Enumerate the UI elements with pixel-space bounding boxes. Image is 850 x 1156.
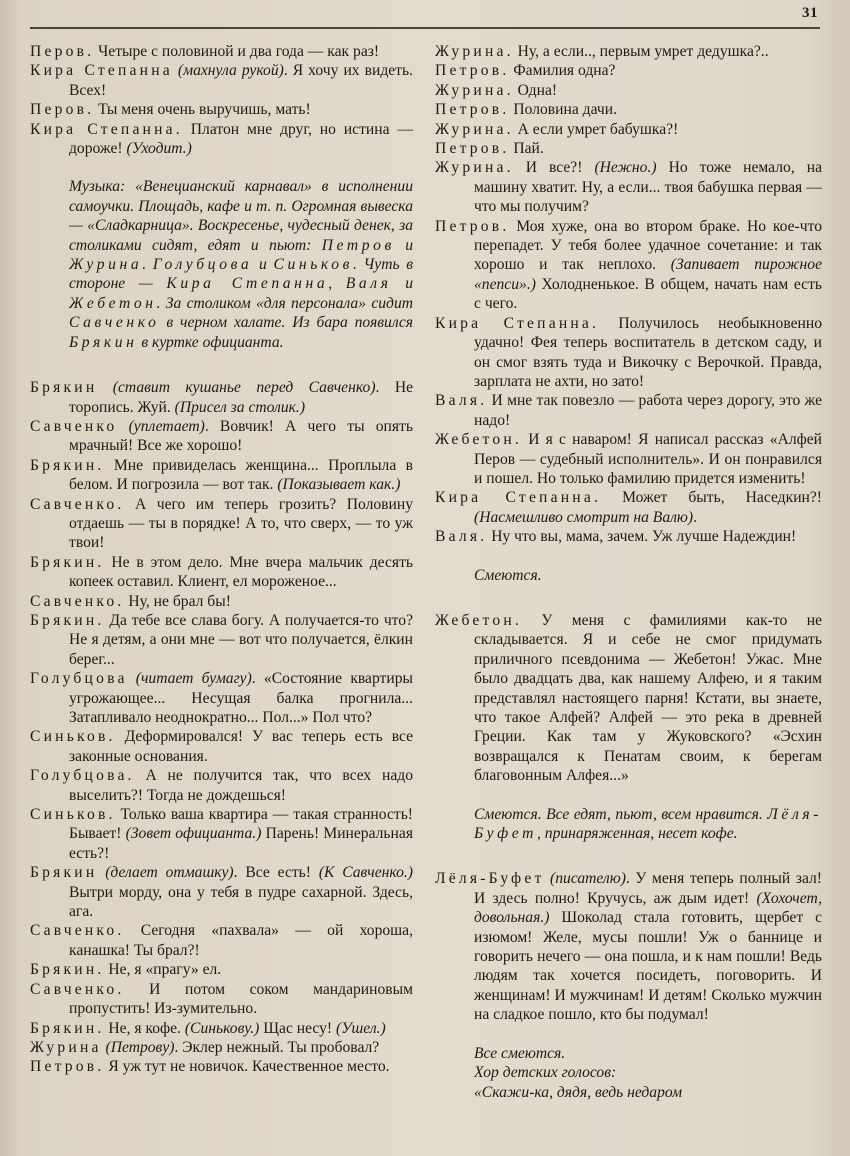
spacer [30, 158, 413, 177]
speaker-name: Петров. [435, 217, 510, 235]
speaker-name: Валя. [435, 528, 488, 546]
speaker-name: Савченко. [30, 922, 125, 940]
line-text: Мне привиделась женщина... Проплыла в белом. И погрозила — вот так. [69, 456, 413, 494]
page-header [30, 0, 820, 29]
dialogue-line [30, 42, 413, 61]
dialogue-line [30, 120, 413, 159]
line-text: Холодненькое. В общем, начать нам есть с чего. [474, 275, 822, 313]
speaker-name: Журина. [435, 81, 514, 99]
speaker-name: Журина. [435, 43, 514, 60]
speaker-name: Брякин. [30, 1019, 105, 1037]
stage-text: в черном халате. Из бара появился [159, 314, 413, 332]
line-text: Не, я «прагу» ел. [104, 961, 222, 979]
line-text: Четыре с половиной и два года — как раз! [94, 43, 380, 60]
dialogue-line [30, 1038, 413, 1057]
stage-text: Все смеются. [474, 1044, 566, 1062]
stage-direction-inline: (Петрову) [101, 1038, 175, 1056]
stage-direction-inline: (Уходит.) [126, 140, 192, 158]
stage-text: . За столиком «для персонала» сидит [156, 294, 413, 312]
stage-direction-inline: (ставит кушанье перед Савченко) [97, 379, 376, 397]
stage-text: Смеются. Все едят, пьют, всем нравится. [474, 805, 768, 823]
line-text: . Я хочу их видеть. Всех! [69, 62, 413, 99]
character-name: Лёля-Буфет [474, 805, 822, 843]
page-number: 31 [802, 5, 818, 21]
line-text: . Эклер нежный. Ты пробовал? [174, 1038, 380, 1056]
speaker-name: Брякин. [30, 611, 105, 629]
line-text: Парень! Минеральная есть?! [69, 825, 413, 862]
line-text: Платон мне друг, но истина — дороже! [69, 120, 413, 158]
spacer [30, 352, 413, 378]
speaker-name: Савченко. [30, 592, 125, 610]
dialogue-line [30, 805, 413, 863]
dialogue-line [435, 139, 822, 158]
line-text: . Все есть! [233, 864, 319, 882]
dialogue-line [435, 430, 822, 488]
stage-text: . Чуть в стороне — [69, 256, 413, 293]
stage-direction-inline: (читает бумагу) [127, 670, 252, 688]
speaker-name: Кира Степанна. [435, 314, 600, 332]
dialogue-line [435, 120, 822, 139]
speaker-name: Перов. [30, 43, 95, 60]
spacer [435, 547, 822, 566]
speaker-name: Петров. [435, 101, 510, 119]
dialogue-line [30, 863, 413, 921]
speaker-name: Перов. [30, 101, 95, 119]
line-text: Да тебе все слава богу. А получается-то что? Не я детям, а они мне — вот что получается, ёлкин берег... [69, 611, 413, 668]
speaker-name: Синьков. [30, 806, 116, 824]
dialogue-line [435, 81, 822, 100]
speaker-name: Кира Степанна. [435, 489, 602, 507]
spacer [435, 1025, 822, 1044]
dialogue-line [435, 869, 822, 1024]
stage-direction-inline: (К Савченко.) [318, 864, 413, 882]
stage-direction-inline: (махнула рукой) [172, 62, 284, 80]
dialogue-line [30, 921, 413, 960]
speaker-name: Брякин. [30, 553, 105, 571]
line-text: Не, я кофе. [104, 1019, 185, 1037]
line-text: Деформировался! У вас теперь есть все законные основания. [69, 728, 413, 765]
stage-direction-inline: (Показывает как.) [277, 476, 401, 494]
stage-direction-inline: (Хохочет, довольная.) [474, 889, 822, 927]
line-text: Не в этом дело. Мне вчера мальчик десять копеек оставил. Клиент, ел мороженое... [69, 553, 413, 591]
dialogue-line [30, 495, 413, 553]
dialogue-line [435, 100, 822, 119]
dialogue-line [30, 417, 413, 456]
dialogue-line [435, 611, 822, 786]
speaker-name: Савченко [30, 417, 118, 435]
stage-direction-inline: (Нежно.) [594, 159, 657, 177]
right-column [435, 42, 822, 1102]
line-text: А не получится так, что всех надо выселить?! Тогда не дождешься! [69, 767, 413, 804]
line-text: Половина дачи. [509, 101, 617, 119]
stage-direction-inline: (Запивает пирожное «пепси».) [474, 256, 822, 293]
dialogue-line [30, 61, 413, 100]
character-name: Жебетон [69, 294, 157, 312]
line-text: . «Состояние квартиры угрожающее... Несущая балка прогнила... Затапливало неоднократно... Пол...» Пол что? [69, 670, 413, 726]
stage-text: , [328, 275, 346, 293]
speaker-name: Брякин [30, 379, 98, 397]
dialogue-line [30, 100, 413, 119]
speaker-name: Журина. [435, 120, 514, 138]
line-text: И потом соком мандариновым пропустить! Из-зумительно. [69, 980, 413, 1018]
speaker-name: Журина [30, 1038, 102, 1056]
character-name: Голубцова [152, 256, 253, 274]
line-text: Сегодня «пахвала» — ой хороша, канашка! Ты брал?! [69, 922, 413, 959]
line-text: Ну что вы, мама, зачем. Уж лучше Надеждин! [487, 528, 797, 546]
dialogue-line [435, 488, 822, 527]
line-text: Ну, а если.., первым умрет дедушка?.. [513, 43, 769, 60]
line-text: Одна! [513, 81, 558, 99]
character-name: Валя [345, 275, 392, 293]
line-text: Может быть, Наседкин?! [601, 489, 822, 507]
line-text: Я уж тут не новичок. Качественное место. [104, 1058, 390, 1076]
stage-direction-block [30, 177, 413, 352]
line-text: Только ваша квартира — такая странность! Бывает! [69, 806, 413, 843]
speaker-name: Брякин [30, 864, 98, 882]
dialogue-line [30, 669, 413, 727]
dialogue-line [435, 217, 822, 314]
speaker-name: Кира Степанна. [30, 120, 183, 138]
stage-direction-inline: (Присел за столик.) [174, 398, 306, 416]
speaker-name: Жебетон. [435, 611, 522, 629]
dialogue-line [30, 553, 413, 592]
line-text: А если умрет бабушка?! [513, 120, 679, 138]
speaker-name: Савченко. [30, 980, 125, 998]
speaker-name: Жебетон. [435, 431, 522, 449]
stage-text: Хор детских голосов: [474, 1064, 617, 1082]
dialogue-line [30, 1019, 413, 1038]
speaker-name: Савченко. [30, 495, 125, 513]
line-text: . Не торопись. Жуй. [69, 379, 413, 416]
spacer [435, 585, 822, 611]
dialogue-line [435, 527, 822, 546]
left-column [30, 42, 413, 1077]
line-text: И все?! [513, 159, 595, 177]
dialogue-line [30, 960, 413, 979]
stage-direction-inline: (делает отмашку) [97, 864, 234, 882]
stage-text: и [391, 275, 413, 293]
character-name: Савченко [69, 314, 160, 332]
character-name: Кира Степанна [166, 275, 329, 293]
song-lyric: «Скажи-ка, дядя, ведь недаром [474, 1083, 683, 1101]
stage-direction-block: Смеются. [474, 566, 542, 584]
line-text: Щас несу! [259, 1019, 337, 1037]
stage-text: в куртке официанта. [137, 333, 284, 351]
stage-text: Музыка: «Венецианский карнавал» в исполнении самоучки. Площадь, кафе и т. п. Огромная вывеска — «Сладкарница». Воскресенье, чудесный денек, за столиками сидят, едят и пьют: [69, 178, 413, 254]
line-text: Шоколад стала готовить, щербет с изюмом! Желе, мусы пошли! Уж о баннице и говорить нечего — она пошла, и к нам пошли! Ведь людям так хочется посидеть, поговорить. И женщинам! И мужчинам! И детям! Сколько мужчин на сладкое пошло, кто бы подумал! [474, 909, 822, 1024]
stage-direction-inline: (писателю) [544, 870, 626, 888]
speaker-name: Журина. [435, 159, 514, 177]
dialogue-line [30, 766, 413, 805]
line-text: Ты меня очень выручишь, мать! [94, 101, 311, 119]
speaker-name: Голубцова [30, 670, 128, 688]
line-text: Ну, не брал бы! [124, 592, 231, 610]
character-name: Журина [69, 256, 143, 274]
character-name: Синьков [273, 256, 353, 274]
speaker-name: Брякин. [30, 961, 105, 979]
line-text: Фамилия одна? [509, 62, 616, 80]
speaker-name: Брякин. [30, 456, 105, 474]
dialogue-line [435, 314, 822, 392]
line-text: . Вовчик! А чего ты опять мрачный! Все же хорошо! [69, 417, 413, 455]
dialogue-line [30, 592, 413, 611]
dialogue-line [30, 727, 413, 766]
stage-text: и [394, 236, 413, 254]
speaker-name: Валя. [435, 392, 488, 410]
stage-direction-inline: (Синькову.) [184, 1019, 260, 1037]
line-text: Получилось необыкновенно удачно! Фея теперь воспитатель в детском саду, и он смог взять туда и Викочку с Верочкой. Правда, зарплата не ахти, но зато! [474, 314, 822, 390]
stage-direction-block [435, 805, 822, 844]
line-text: Вытри морду, она у тебя в пудре сахарной. Здесь, ага. [69, 883, 413, 921]
line-text: . У меня теперь полный зал! И здесь полно! Кручусь, аж дым идет! [474, 870, 822, 907]
dialogue-line [435, 42, 822, 61]
stage-direction-inline: (уплетает) [117, 417, 205, 435]
line-text: Пай. [509, 140, 544, 158]
line-text: И я с наваром! Я написал рассказ «Алфей Перов — судебный исполнитель». И он понравился и пошел. Но только фамилию придется изменить! [474, 431, 822, 487]
speaker-name: Лёля-Буфет [435, 870, 545, 888]
line-text: . [693, 508, 698, 526]
dialogue-line [30, 378, 413, 417]
stage-direction-inline: (Зовет официанта.) [125, 825, 262, 843]
line-text: А чего им теперь грозить? Половину отдаешь — ты в порядке! А то, что сверх, — то уж твои! [69, 495, 413, 552]
stage-direction-inline: (Ушел.) [336, 1019, 386, 1037]
dialogue-line [30, 456, 413, 495]
dialogue-line [435, 391, 822, 430]
line-text: У меня с фамилиями как-то не складывается. Я и себе не смог придумать приличного псевдонима — Жебетон! Ужас. Мне было двадцать два, как нашему Алфею, и я таким представлял настоящего парня! Кстати, вы знаете, что такое Алфей? Алфей — это река в древней Греции. Как там у Жуковского? «Эсхин возвращался к Пенатам своим, к берегам благовонным Алфея...» [474, 611, 822, 785]
dialogue-line [435, 61, 822, 80]
dialogue-line [30, 611, 413, 669]
spacer [435, 786, 822, 805]
dialogue-line [435, 158, 822, 216]
speaker-name: Петров. [435, 62, 510, 80]
stage-text: , принаряженная, несет кофе. [536, 825, 738, 843]
speaker-name: Кира Степанна [30, 62, 173, 80]
dialogue-line [30, 1057, 413, 1076]
speaker-name: Петров. [30, 1058, 105, 1076]
line-text: Моя хуже, она во втором браке. Но кое-что перепадет. У тебя более удачное сочетание: и так хорошо и так неплохо. [474, 217, 822, 274]
character-name: Петров [321, 236, 395, 254]
spacer [435, 843, 822, 869]
speaker-name: Синьков. [30, 728, 116, 746]
stage-text: . [142, 256, 153, 274]
speaker-name: Голубцова. [30, 767, 135, 785]
character-name: Брякин [69, 333, 138, 351]
speaker-name: Петров. [435, 140, 510, 158]
dialogue-line [30, 980, 413, 1019]
line-text: И мне так повезло — работа через дорогу, это же надо! [474, 392, 822, 429]
stage-direction-block [435, 1044, 822, 1102]
stage-direction-inline: (Насмешливо смотрит на Валю) [474, 508, 694, 526]
line-text: Но тоже немало, на машину хватит. Ну, а если... твоя бабушка первая — что мы получим? [474, 159, 822, 216]
stage-text: и [252, 256, 274, 274]
